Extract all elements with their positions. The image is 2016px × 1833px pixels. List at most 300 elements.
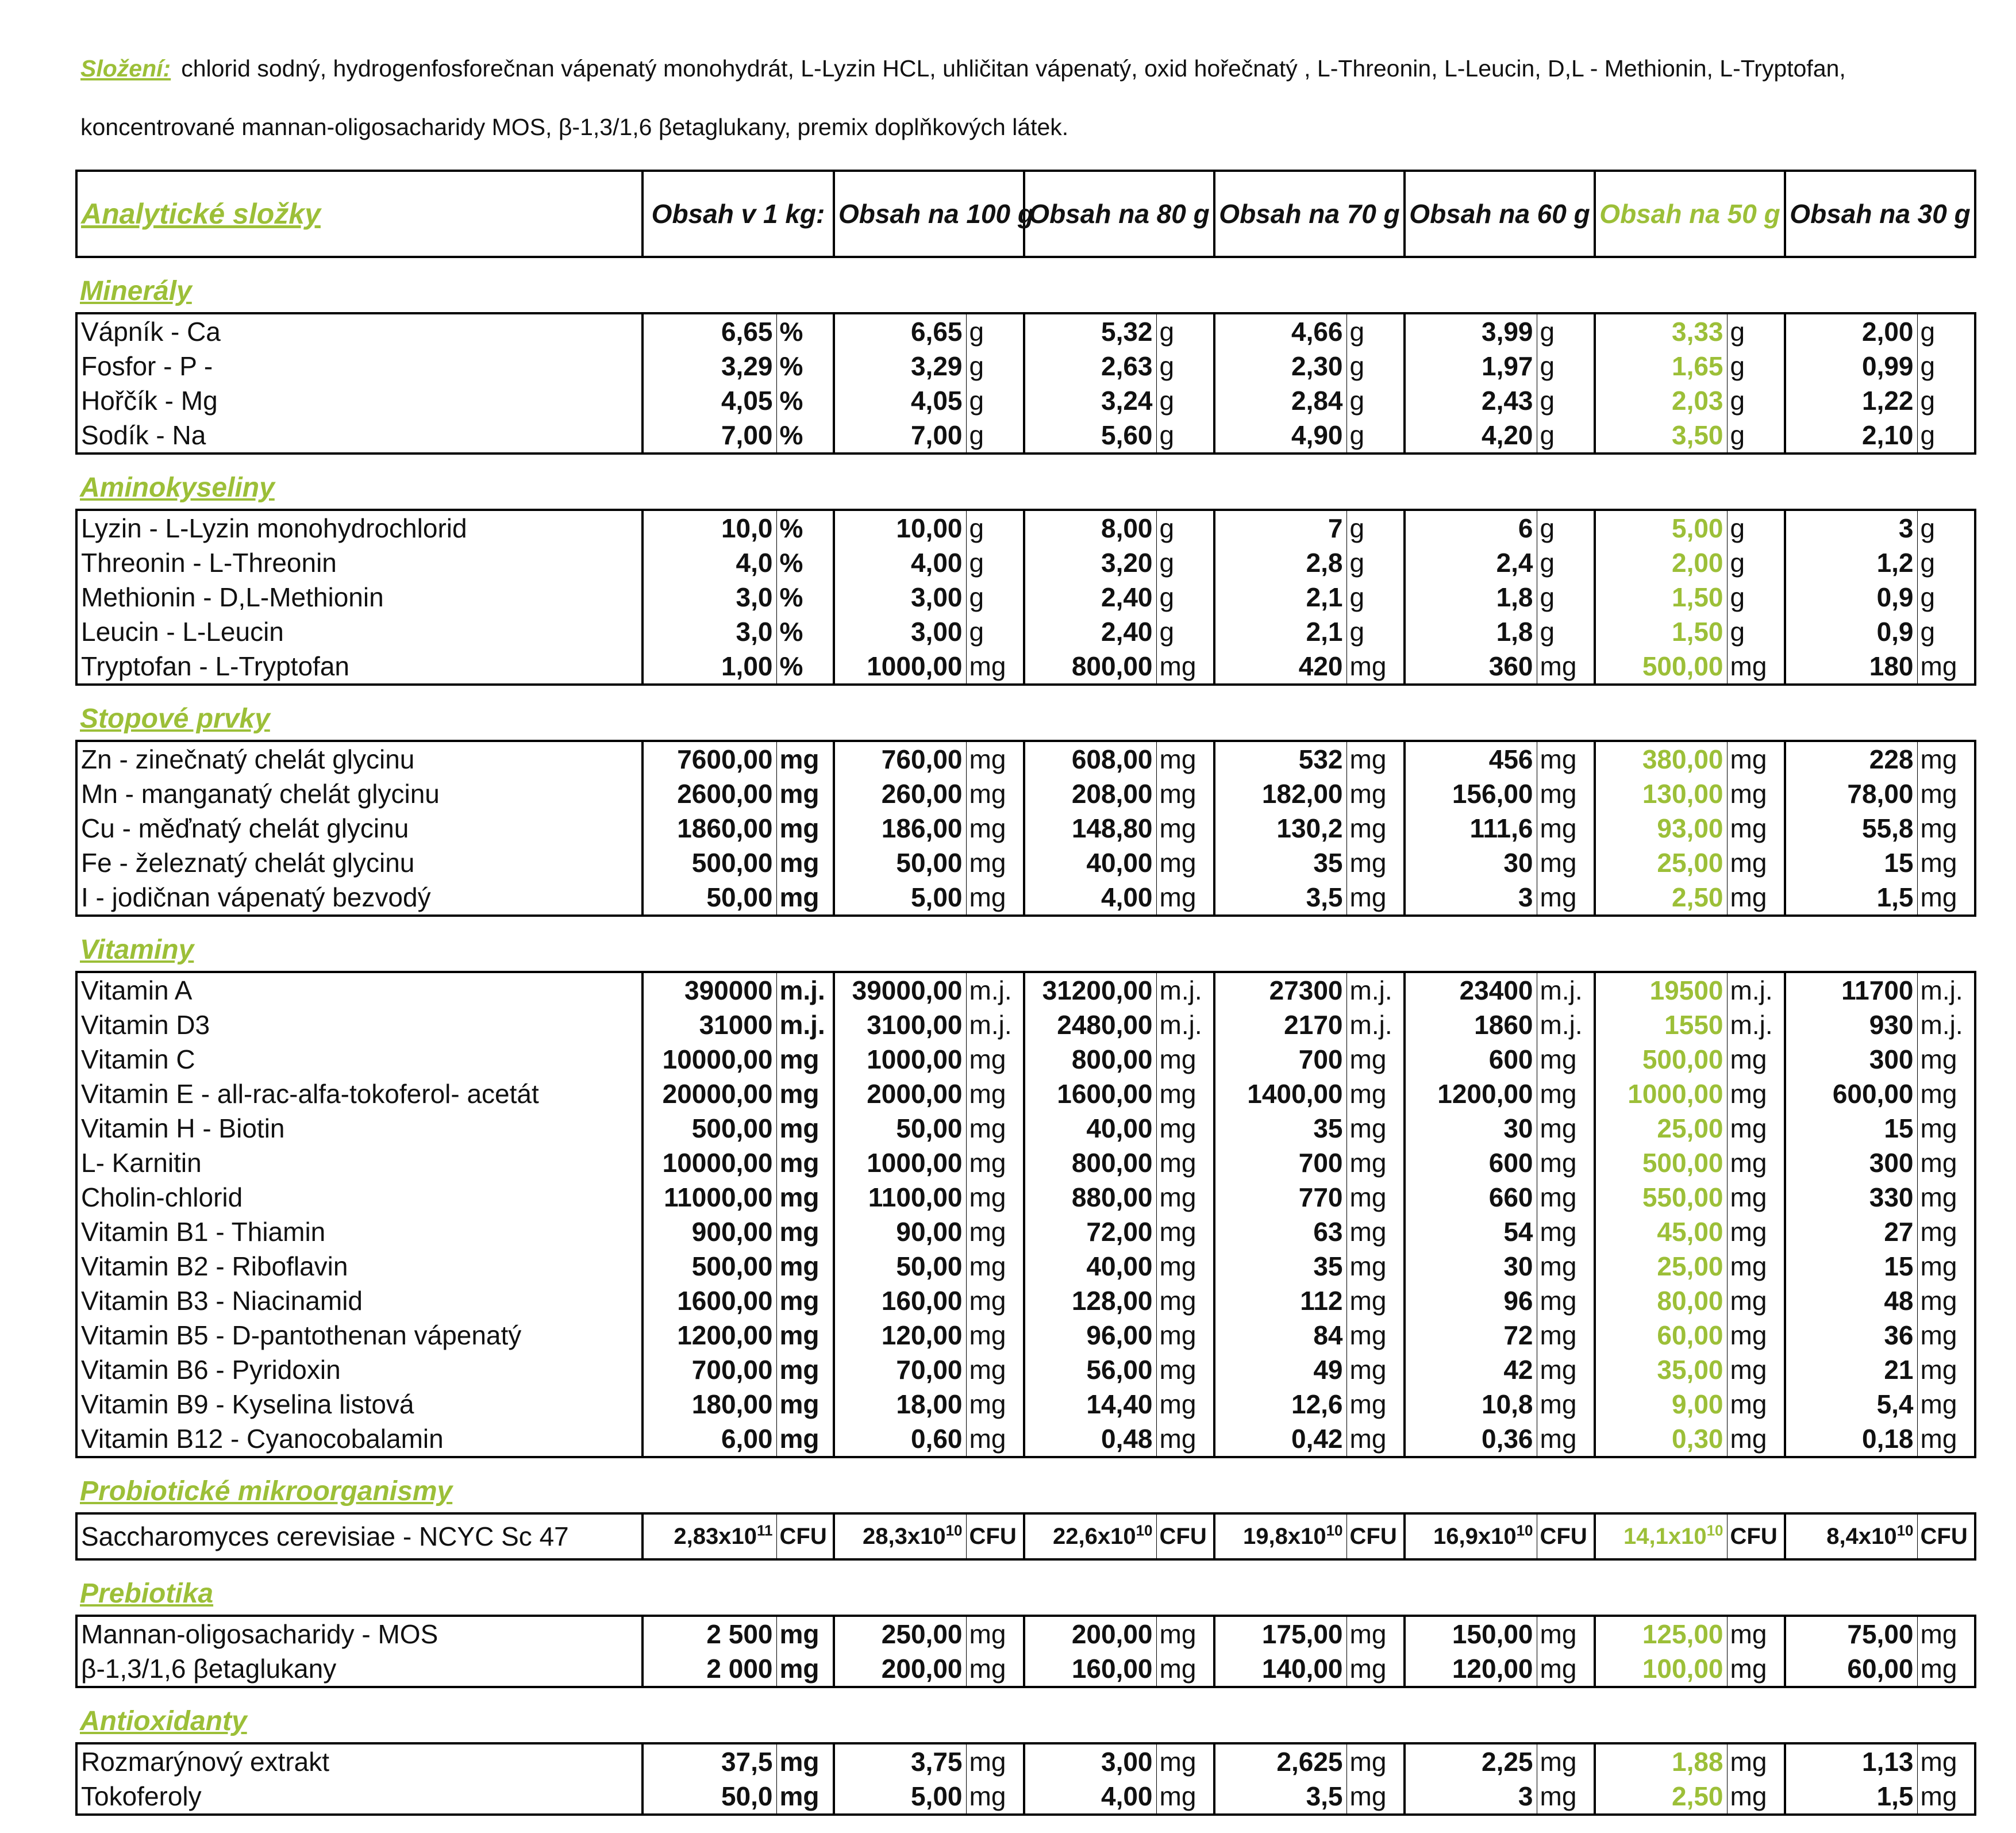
value-text: 228	[1869, 744, 1914, 774]
value-cell	[834, 1352, 966, 1387]
value-text: 1200,00	[1437, 1079, 1533, 1109]
value-cell	[1785, 1284, 1917, 1318]
unit-cell: mg	[1156, 1042, 1214, 1077]
value-text: 1550	[1664, 1010, 1723, 1040]
analytic-components-title: Analytické složky	[76, 171, 642, 257]
value-cell	[1785, 972, 1917, 1008]
unit-cell: g	[1537, 614, 1595, 649]
unit-cell: mg	[1727, 1042, 1785, 1077]
unit-cell: mg	[1917, 1779, 1975, 1815]
value-cell	[1024, 1077, 1156, 1111]
value-text: 1,5	[1876, 882, 1914, 912]
value-cell	[1595, 972, 1727, 1008]
component-name: Vitamin B2 - Riboflavin	[76, 1249, 642, 1284]
unit-cell: mg	[1156, 777, 1214, 811]
value-text: 120,00	[1452, 1654, 1533, 1684]
value-cell	[1785, 777, 1917, 811]
value-cell	[1214, 1146, 1346, 1180]
value-cell	[642, 1779, 776, 1815]
value-text: 14,1x10	[1623, 1524, 1707, 1549]
unit-cell: mg	[776, 1779, 834, 1815]
component-name: Vitamin C	[76, 1042, 642, 1077]
value-cell	[1785, 1743, 1917, 1779]
section-heading-row	[76, 1457, 1975, 1513]
unit-cell: mg	[1727, 1284, 1785, 1318]
value-text: 5,00	[1671, 513, 1723, 543]
unit-cell: mg	[1346, 1779, 1405, 1815]
value-cell	[1405, 1651, 1537, 1687]
component-name: Vitamin A	[76, 972, 642, 1008]
unit-cell: g	[966, 510, 1024, 545]
unit-cell: g	[1917, 349, 1975, 383]
value-cell	[1595, 1421, 1727, 1457]
unit-cell: mg	[966, 649, 1024, 685]
value-cell	[1024, 1779, 1156, 1815]
value-cell	[642, 880, 776, 916]
unit-cell: g	[1917, 313, 1975, 349]
value-cell	[1214, 510, 1346, 545]
value-cell	[834, 1042, 966, 1077]
value-cell	[1595, 1616, 1727, 1651]
value-text: 1860	[1474, 1010, 1533, 1040]
value-text: 2,63	[1101, 351, 1153, 381]
value-cell	[642, 1284, 776, 1318]
value-text: 6,65	[910, 317, 963, 347]
value-cell	[1024, 418, 1156, 454]
component-name: Threonin - L-Threonin	[76, 545, 642, 580]
table-row	[76, 1042, 1975, 1077]
value-text: 35	[1313, 1113, 1343, 1143]
unit-cell: g	[1156, 349, 1214, 383]
value-cell	[834, 418, 966, 454]
unit-cell: g	[1346, 510, 1405, 545]
value-cell	[1595, 1513, 1727, 1559]
value-text: 360	[1488, 651, 1533, 681]
unit-cell: %	[776, 545, 834, 580]
value-text: 35,00	[1657, 1355, 1723, 1385]
value-text: 15	[1884, 1113, 1914, 1143]
value-cell	[1214, 1513, 1346, 1559]
value-cell	[1214, 1616, 1346, 1651]
value-cell	[1024, 972, 1156, 1008]
value-cell	[1405, 349, 1537, 383]
section-rows	[76, 1743, 1975, 1815]
exponent: 10	[1706, 1521, 1723, 1539]
unit-cell: mg	[1727, 811, 1785, 846]
unit-cell: mg	[1156, 846, 1214, 880]
component-name: Tryptofan - L-Tryptofan	[76, 649, 642, 685]
unit-cell: mg	[966, 777, 1024, 811]
value-cell	[1405, 972, 1537, 1008]
unit-cell: mg	[1156, 1352, 1214, 1387]
unit-cell: mg	[966, 880, 1024, 916]
value-cell	[1785, 1111, 1917, 1146]
value-cell	[1595, 1077, 1727, 1111]
unit-cell: m.j.	[1537, 972, 1595, 1008]
value-cell	[1214, 649, 1346, 685]
unit-cell: mg	[1727, 1111, 1785, 1146]
value-cell	[1405, 1743, 1537, 1779]
value-cell	[1024, 1616, 1156, 1651]
value-cell	[834, 1249, 966, 1284]
section-heading-row	[76, 685, 1975, 741]
section-heading-cell	[76, 916, 1975, 972]
unit-cell: mg	[1917, 1743, 1975, 1779]
unit-cell: mg	[1156, 1779, 1214, 1815]
value-text: 10,0	[721, 513, 773, 543]
unit-cell: mg	[1346, 741, 1405, 777]
value-cell	[1024, 1042, 1156, 1077]
unit-cell: mg	[966, 1421, 1024, 1457]
unit-cell: mg	[1727, 1215, 1785, 1249]
value-cell	[642, 1387, 776, 1421]
component-name: Leucin - L-Leucin	[76, 614, 642, 649]
value-cell	[1024, 1215, 1156, 1249]
value-cell	[1214, 880, 1346, 916]
value-text: 4,20	[1481, 420, 1533, 450]
value-text: 770	[1298, 1182, 1343, 1212]
unit-cell: g	[1156, 614, 1214, 649]
component-name: Vápník - Ca	[76, 313, 642, 349]
value-text: 30	[1503, 1113, 1533, 1143]
value-cell	[1214, 545, 1346, 580]
unit-cell: mg	[1346, 777, 1405, 811]
unit-cell: g	[966, 418, 1024, 454]
value-cell	[834, 1616, 966, 1651]
unit-cell: mg	[966, 811, 1024, 846]
value-cell	[1785, 510, 1917, 545]
value-cell	[1405, 614, 1537, 649]
value-cell	[1214, 1743, 1346, 1779]
unit-cell: mg	[776, 1111, 834, 1146]
value-text: 930	[1869, 1010, 1914, 1040]
value-cell	[1785, 811, 1917, 846]
value-text: 700	[1298, 1148, 1343, 1178]
table-row	[76, 1421, 1975, 1457]
unit-cell: mg	[1346, 1284, 1405, 1318]
component-name: Saccharomyces cerevisiae - NCYC Sc 47	[76, 1513, 642, 1559]
unit-cell: mg	[966, 1616, 1024, 1651]
value-cell	[642, 1180, 776, 1215]
unit-cell: g	[1346, 313, 1405, 349]
value-text: 3,00	[910, 582, 963, 612]
value-text: 0,18	[1861, 1424, 1914, 1454]
value-text: 1,22	[1861, 386, 1914, 416]
value-text: 3	[1518, 1781, 1533, 1811]
value-text: 5,4	[1876, 1389, 1914, 1419]
value-text: 660	[1488, 1182, 1533, 1212]
unit-cell: mg	[776, 777, 834, 811]
table-row	[76, 1743, 1975, 1779]
unit-cell: m.j.	[1917, 1008, 1975, 1042]
table-row	[76, 1513, 1975, 1559]
component-name: Tokoferoly	[76, 1779, 642, 1815]
value-text: 2,00	[1671, 548, 1723, 578]
value-cell	[834, 313, 966, 349]
component-name: Vitamin B12 - Cyanocobalamin	[76, 1421, 642, 1457]
value-cell	[1214, 1180, 1346, 1215]
value-cell	[642, 777, 776, 811]
column-header-80g: Obsah na 80 g	[1024, 171, 1214, 257]
value-cell	[1405, 1616, 1537, 1651]
value-text: 2,30	[1291, 351, 1343, 381]
component-name: Vitamin B3 - Niacinamid	[76, 1284, 642, 1318]
value-text: 608,00	[1071, 744, 1153, 774]
value-text: 1,50	[1671, 617, 1723, 647]
value-cell	[1405, 1008, 1537, 1042]
value-text: 1000,00	[867, 1148, 963, 1178]
value-text: 2,43	[1481, 386, 1533, 416]
unit-cell: g	[966, 580, 1024, 614]
value-text: 2,83x10	[674, 1524, 757, 1549]
unit-cell: mg	[1727, 1077, 1785, 1111]
unit-cell: mg	[1346, 1421, 1405, 1457]
unit-cell: mg	[1346, 1042, 1405, 1077]
value-cell	[1214, 1111, 1346, 1146]
table-row	[76, 1318, 1975, 1352]
unit-cell: mg	[776, 1180, 834, 1215]
unit-cell: g	[1156, 545, 1214, 580]
section-title: Minerály	[80, 276, 192, 306]
value-cell	[1214, 1651, 1346, 1687]
value-cell	[834, 545, 966, 580]
unit-cell: mg	[966, 741, 1024, 777]
value-cell	[1785, 846, 1917, 880]
unit-cell: g	[1346, 349, 1405, 383]
value-text: 3,99	[1481, 317, 1533, 347]
value-cell	[1595, 510, 1727, 545]
value-text: 420	[1298, 651, 1343, 681]
unit-cell: mg	[776, 1042, 834, 1077]
value-text: 12,6	[1291, 1389, 1343, 1419]
value-cell	[642, 649, 776, 685]
value-text: 5,00	[910, 882, 963, 912]
value-text: 31200,00	[1042, 975, 1153, 1005]
value-cell	[1785, 1249, 1917, 1284]
value-cell	[834, 510, 966, 545]
value-cell	[1785, 418, 1917, 454]
table-row	[76, 880, 1975, 916]
value-text: 0,42	[1291, 1424, 1343, 1454]
value-cell	[1595, 349, 1727, 383]
value-text: 3,50	[1671, 420, 1723, 450]
unit-cell: mg	[1917, 1421, 1975, 1457]
value-cell	[1405, 1318, 1537, 1352]
unit-cell: m.j.	[1727, 972, 1785, 1008]
section-rows	[76, 741, 1975, 916]
value-text: 16,9x10	[1433, 1524, 1517, 1549]
unit-cell: mg	[1917, 1284, 1975, 1318]
unit-cell: mg	[1537, 1111, 1595, 1146]
value-cell	[1785, 1042, 1917, 1077]
value-text: 1000,00	[867, 651, 963, 681]
unit-cell: mg	[1917, 1249, 1975, 1284]
unit-cell: mg	[1917, 1616, 1975, 1651]
value-text: 8,4x10	[1826, 1524, 1897, 1549]
unit-cell: mg	[1156, 1146, 1214, 1180]
value-text: 10000,00	[662, 1148, 773, 1178]
value-cell	[1595, 846, 1727, 880]
value-text: 208,00	[1071, 779, 1153, 809]
value-text: 30	[1503, 848, 1533, 878]
unit-cell: mg	[1156, 1111, 1214, 1146]
value-text: 120,00	[881, 1320, 963, 1350]
value-cell	[1595, 1387, 1727, 1421]
value-text: 3,33	[1671, 317, 1723, 347]
unit-cell: mg	[776, 880, 834, 916]
value-cell	[642, 545, 776, 580]
value-cell	[1214, 1284, 1346, 1318]
unit-cell: g	[1156, 580, 1214, 614]
value-text: 800,00	[1071, 1148, 1153, 1178]
unit-cell: mg	[966, 1042, 1024, 1077]
unit-cell: mg	[776, 1215, 834, 1249]
value-text: 3,29	[910, 351, 963, 381]
value-cell	[1785, 1180, 1917, 1215]
value-text: 1,65	[1671, 351, 1723, 381]
unit-cell: mg	[1537, 1421, 1595, 1457]
value-cell	[1405, 1180, 1537, 1215]
unit-cell: %	[776, 614, 834, 649]
unit-cell: mg	[966, 1215, 1024, 1249]
value-text: 186,00	[881, 813, 963, 843]
value-text: 27	[1884, 1217, 1914, 1247]
unit-cell: mg	[1156, 1180, 1214, 1215]
component-name: Cholin-chlorid	[76, 1180, 642, 1215]
section-title: Probiotické mikroorganismy	[80, 1476, 453, 1507]
value-cell	[1785, 1387, 1917, 1421]
value-cell	[1024, 383, 1156, 418]
value-cell	[1595, 1779, 1727, 1815]
exponent: 10	[1896, 1521, 1914, 1539]
unit-cell: mg	[1727, 1616, 1785, 1651]
value-text: 3,24	[1101, 386, 1153, 416]
unit-cell: g	[1917, 510, 1975, 545]
value-cell	[1024, 1008, 1156, 1042]
component-name: Vitamin B6 - Pyridoxin	[76, 1352, 642, 1387]
value-cell	[1024, 777, 1156, 811]
value-cell	[1405, 1352, 1537, 1387]
value-text: 50,00	[706, 882, 773, 912]
value-text: 3,5	[1306, 882, 1343, 912]
unit-cell: %	[776, 313, 834, 349]
unit-cell: mg	[776, 1651, 834, 1687]
value-text: 180	[1869, 651, 1914, 681]
value-text: 1600,00	[1057, 1079, 1153, 1109]
unit-cell: mg	[966, 1743, 1024, 1779]
value-cell	[1024, 880, 1156, 916]
value-cell	[1024, 545, 1156, 580]
unit-cell: CFU	[1537, 1513, 1595, 1559]
value-text: 23400	[1459, 975, 1533, 1005]
composition-text: chlorid sodný, hydrogenfosforečnan vápenatý monohydrát, L-Lyzin HCL, uhličitan vápenatý, oxid hořečnatý , L-Threonin, L-Leucin, D,L - Methionin, L-Tryptofan, koncentrované mannan-oligosacharidy MOS, β-1,3/1,6 βetaglukany, premix doplňkových látek.	[80, 55, 1846, 140]
component-name: Lyzin - L-Lyzin monohydrochlorid	[76, 510, 642, 545]
unit-cell: mg	[1917, 649, 1975, 685]
value-text: 700	[1298, 1044, 1343, 1074]
unit-cell: mg	[1156, 1421, 1214, 1457]
value-cell	[1405, 649, 1537, 685]
value-cell	[1024, 811, 1156, 846]
value-text: 1400,00	[1247, 1079, 1343, 1109]
value-text: 1,8	[1496, 582, 1533, 612]
value-text: 1600,00	[677, 1286, 773, 1316]
value-text: 111,6	[1469, 813, 1533, 843]
unit-cell: mg	[1727, 1743, 1785, 1779]
value-text: 50,0	[721, 1781, 773, 1811]
unit-cell: mg	[1537, 1042, 1595, 1077]
unit-cell: %	[776, 418, 834, 454]
unit-cell: mg	[1727, 1779, 1785, 1815]
value-text: 160,00	[881, 1286, 963, 1316]
unit-cell: mg	[1537, 880, 1595, 916]
unit-cell: mg	[966, 1387, 1024, 1421]
value-text: 2600,00	[677, 779, 773, 809]
section-heading-cell	[76, 685, 1975, 741]
unit-cell: mg	[1537, 1743, 1595, 1779]
value-cell	[1214, 1042, 1346, 1077]
value-text: 54	[1503, 1217, 1533, 1247]
value-cell	[1024, 846, 1156, 880]
unit-cell: mg	[966, 1779, 1024, 1815]
value-cell	[1214, 1779, 1346, 1815]
unit-cell: mg	[1346, 1111, 1405, 1146]
value-cell	[642, 1743, 776, 1779]
section-heading-row	[76, 1559, 1975, 1616]
unit-cell: g	[966, 614, 1024, 649]
value-cell	[642, 811, 776, 846]
value-cell	[1785, 880, 1917, 916]
column-header-per-kg: Obsah v 1 kg:	[642, 171, 834, 257]
unit-cell: mg	[1727, 1180, 1785, 1215]
unit-cell: mg	[1346, 1215, 1405, 1249]
value-text: 50,00	[896, 848, 963, 878]
exponent: 10	[945, 1521, 963, 1539]
value-cell	[642, 1146, 776, 1180]
value-text: 1,97	[1481, 351, 1533, 381]
value-cell	[1024, 1743, 1156, 1779]
value-cell	[1214, 1421, 1346, 1457]
value-text: 300	[1869, 1148, 1914, 1178]
value-text: 19500	[1649, 975, 1723, 1005]
value-text: 500,00	[1642, 1148, 1723, 1178]
value-text: 2,1	[1306, 617, 1343, 647]
value-text: 330	[1869, 1182, 1914, 1212]
unit-cell: mg	[1917, 1318, 1975, 1352]
value-text: 800,00	[1071, 651, 1153, 681]
value-text: 800,00	[1071, 1044, 1153, 1074]
value-text: 36	[1884, 1320, 1914, 1350]
value-cell	[1785, 1146, 1917, 1180]
value-text: 175,00	[1261, 1619, 1343, 1649]
value-text: 2,10	[1861, 420, 1914, 450]
value-cell	[642, 1008, 776, 1042]
unit-cell: mg	[1156, 649, 1214, 685]
unit-cell: CFU	[1917, 1513, 1975, 1559]
section-title: Antioxidanty	[80, 1706, 247, 1736]
table-row	[76, 1146, 1975, 1180]
value-cell	[1024, 1111, 1156, 1146]
exponent: 11	[757, 1521, 773, 1539]
unit-cell: m.j.	[1346, 972, 1405, 1008]
value-text: 96	[1503, 1286, 1533, 1316]
section-rows	[76, 972, 1975, 1457]
unit-cell: g	[1537, 313, 1595, 349]
unit-cell: mg	[966, 1284, 1024, 1318]
component-name: Fe - železnatý chelát glycinu	[76, 846, 642, 880]
unit-cell: mg	[1727, 741, 1785, 777]
unit-cell: mg	[966, 1077, 1024, 1111]
table-row	[76, 510, 1975, 545]
